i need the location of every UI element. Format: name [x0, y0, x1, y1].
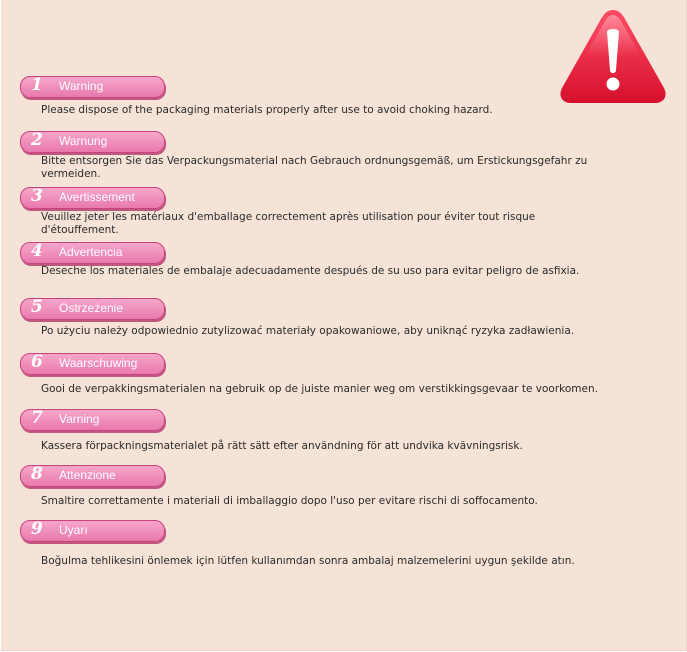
warning-text: Smaltire correttamente i materiali di imballaggio dopo l'uso per evitare rischi di soffocamento. — [41, 495, 538, 507]
warning-label: Advertencia — [59, 245, 123, 259]
warning-label: Waarschuwing — [59, 356, 138, 370]
warning-language-pill — [20, 520, 165, 542]
warning-number: 1 — [31, 75, 43, 95]
warning-item — [20, 408, 620, 452]
warning-item — [20, 75, 620, 116]
warning-language-pill — [20, 465, 165, 487]
warning-label: Uyarı — [59, 523, 88, 537]
warning-item — [20, 241, 620, 277]
warning-text: Veuillez jeter les matériaux d'emballage correctement après utilisation pour éviter tout risque d'étouffement. — [41, 211, 536, 236]
warning-language-pill — [20, 353, 165, 375]
warning-language-pill — [20, 242, 165, 264]
warning-language-pill — [20, 187, 165, 209]
warning-item — [20, 130, 620, 180]
warning-language-pill — [20, 76, 165, 98]
warning-number: 2 — [31, 130, 43, 150]
warning-label: Warnung — [59, 134, 108, 148]
warning-label: Warning — [59, 79, 104, 93]
warning-label: Avertissement — [59, 190, 135, 204]
warning-number: 3 — [31, 186, 43, 206]
warning-number: 5 — [31, 297, 43, 317]
warning-language-pill — [20, 298, 165, 320]
instruction-sheet — [1, 0, 687, 651]
warning-number: 9 — [31, 519, 43, 539]
warning-item — [20, 186, 620, 236]
warning-number: 7 — [31, 408, 43, 428]
warning-number: 4 — [31, 241, 43, 261]
warning-text: Po użyciu należy odpowiednio zutylizować materiały opakowaniowe, aby uniknąć ryzyka zadławienia. — [41, 325, 575, 337]
warning-text: Deseche los materiales de embalaje adecuadamente después de su uso para evitar peligro de asfixia. — [41, 265, 580, 277]
warning-number: 6 — [31, 352, 43, 372]
warning-label: Attenzione — [59, 468, 116, 482]
warning-item — [20, 297, 620, 337]
warning-label: Varning — [59, 412, 100, 426]
warning-item — [20, 464, 620, 507]
warning-language-pill — [20, 131, 165, 153]
warning-text: Bitte entsorgen Sie das Verpackungsmaterial nach Gebrauch ordnungsgemäß, um Erstickungsgefahr zu vermeiden. — [41, 155, 588, 180]
warning-text: Please dispose of the packaging materials properly after use to avoid choking hazard. — [41, 104, 493, 116]
warning-number: 8 — [31, 464, 43, 484]
warning-text: Boğulma tehlikesini önlemek için lütfen kullanımdan sonra ambalaj malzemelerini uygun şekilde atın. — [41, 555, 575, 567]
warning-item — [20, 352, 620, 395]
warning-text: Kassera förpackningsmaterialet på rätt sätt efter användning för att undvika kvävningsrisk. — [41, 440, 523, 452]
warning-text: Gooi de verpakkingsmaterialen na gebruik op de juiste manier weg om verstikkingsgevaar te voorkomen. — [41, 383, 598, 395]
warning-label: Ostrzeżenie — [59, 301, 124, 315]
warning-language-pill — [20, 409, 165, 431]
warning-item — [20, 519, 620, 567]
